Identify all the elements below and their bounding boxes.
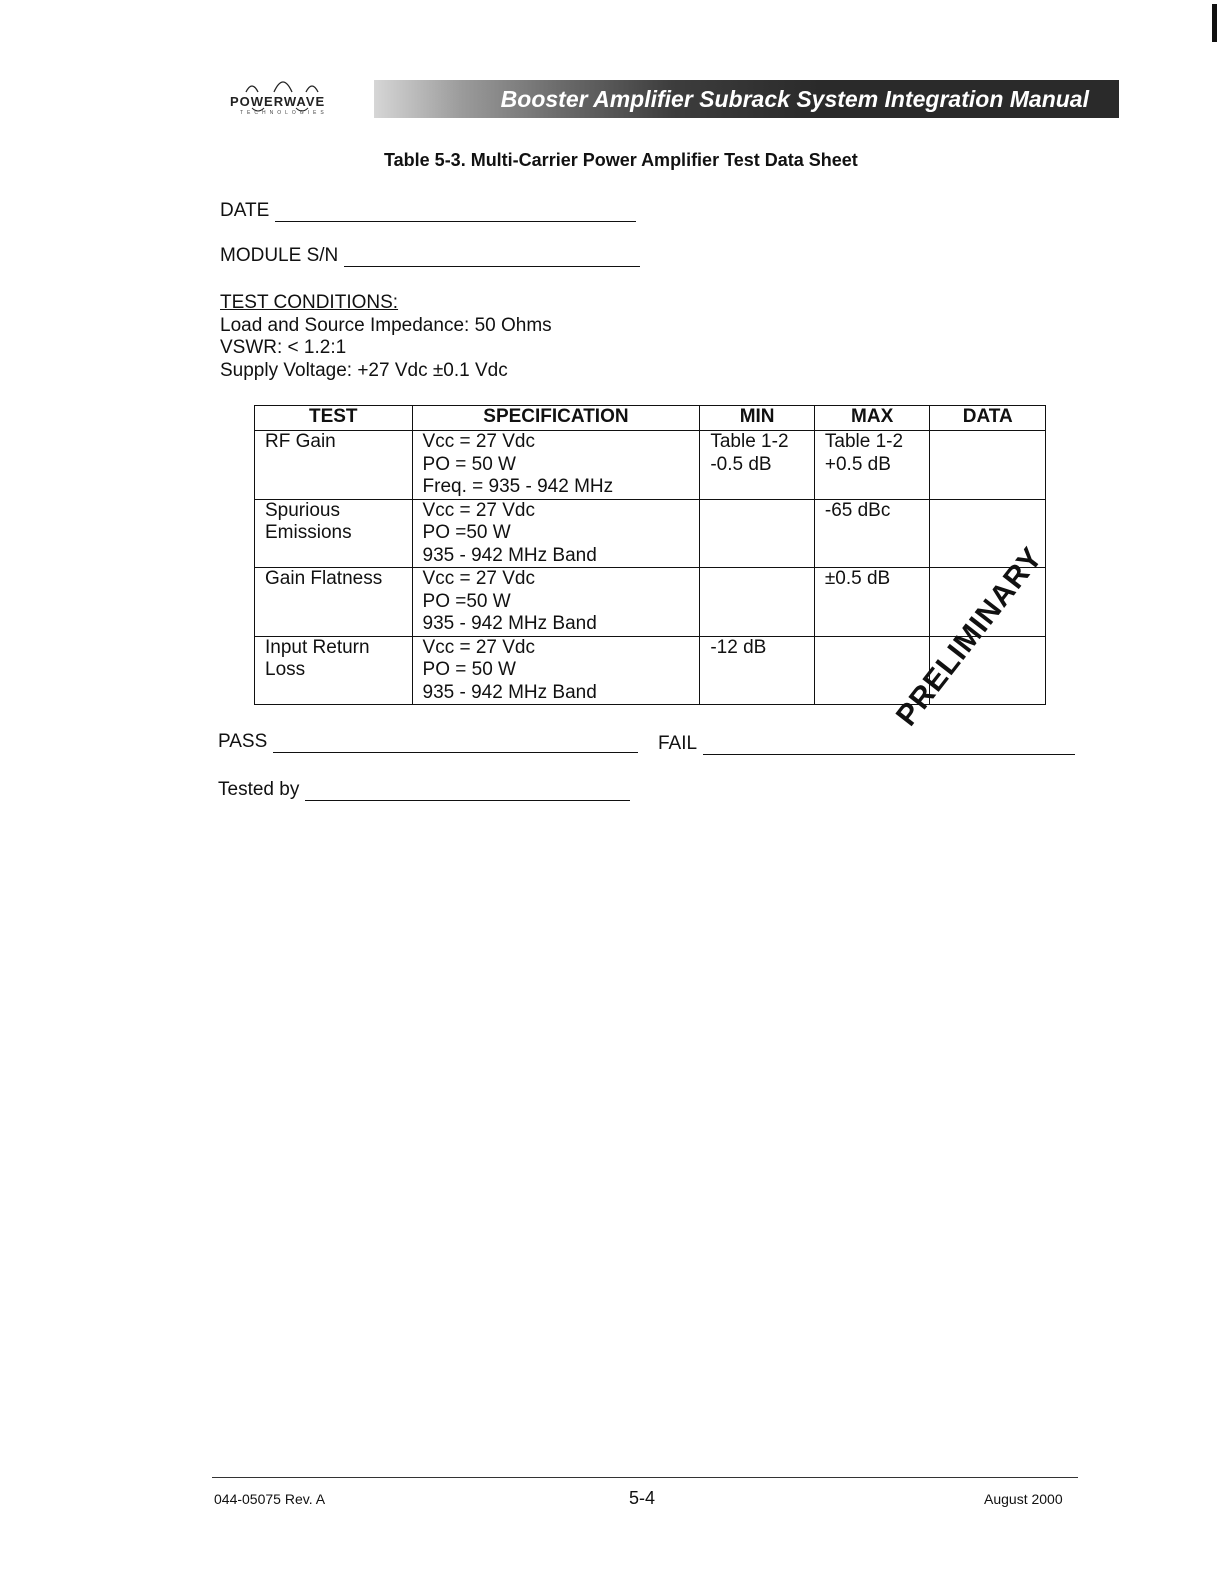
header-specification: SPECIFICATION <box>412 406 700 431</box>
cell-text: PO = 50 W <box>422 659 516 680</box>
fail-field <box>658 733 1075 755</box>
vswr-condition: VSWR: < 1.2:1 <box>220 337 347 358</box>
cell-text: Vcc = 27 Vdc <box>422 499 535 521</box>
tested-by-line[interactable] <box>305 780 630 801</box>
cell-test <box>255 568 413 637</box>
pass-label: PASS <box>218 731 268 752</box>
manual-header-bar <box>374 80 1119 118</box>
cell-text: 935 - 942 MHz Band <box>422 681 597 703</box>
cell-text: 935 - 942 MHz Band <box>422 613 597 634</box>
cell-max <box>814 431 930 500</box>
test-data-table <box>254 405 1046 705</box>
cell-spec <box>412 499 700 568</box>
cell-spec <box>412 568 700 637</box>
cell-text: RF Gain <box>265 431 336 452</box>
header-min: MIN <box>700 406 815 431</box>
cell-max <box>814 499 930 568</box>
cell-text: Vcc = 27 Vdc <box>422 568 535 589</box>
date-field <box>220 200 636 222</box>
preliminary-stamp: PRELIMINARY <box>889 541 1050 733</box>
cell-text: +0.5 dB <box>824 453 891 475</box>
fail-line[interactable] <box>703 734 1075 755</box>
cell-text: Table 1-2 <box>710 431 789 452</box>
module-sn-field <box>220 245 640 267</box>
footer-page-number: 5-4 <box>629 1488 656 1508</box>
header-test: TEST <box>255 406 413 431</box>
date-line[interactable] <box>275 201 636 222</box>
powerwave-logo <box>226 74 356 120</box>
cell-text: Table 1-2 <box>824 431 904 452</box>
impedance-condition: Load and Source Impedance: 50 Ohms <box>220 314 552 336</box>
fail-label: FAIL <box>658 733 698 754</box>
cell-text: Freq. = 935 - 942 MHz <box>422 476 614 497</box>
module-sn-line[interactable] <box>344 246 640 267</box>
test-conditions-heading: TEST CONDITIONS: <box>220 292 399 313</box>
cell-min <box>700 431 815 500</box>
header-data: DATA <box>930 406 1046 431</box>
cell-text: Loss <box>265 659 306 680</box>
cell-text: -65 dBc <box>824 499 891 521</box>
logo-name: POWERWAVE <box>230 94 326 109</box>
cell-min <box>700 636 815 705</box>
cell-text: Vcc = 27 Vdc <box>422 431 535 452</box>
cell-text: Gain Flatness <box>265 568 383 589</box>
logo-subtext: TECHNOLOGIES <box>240 110 328 116</box>
cell-spec <box>412 636 700 705</box>
header-max: MAX <box>814 406 930 431</box>
date-label: DATE <box>220 200 270 221</box>
cell-text: PO = 50 W <box>422 453 516 475</box>
pass-field <box>218 731 638 753</box>
cell-text: -12 dB <box>710 636 767 658</box>
table-row <box>255 499 1046 568</box>
pass-line[interactable] <box>273 732 638 753</box>
footer-doc-number: 044-05075 Rev. A <box>214 1491 326 1507</box>
cell-test <box>255 499 413 568</box>
test-conditions <box>220 292 552 382</box>
cell-max <box>814 568 930 637</box>
scan-edge-mark <box>1212 4 1217 42</box>
supply-condition: Supply Voltage: +27 Vdc ±0.1 Vdc <box>220 359 508 381</box>
cell-test <box>255 431 413 500</box>
footer-divider <box>212 1477 1078 1478</box>
tested-by-label: Tested by <box>218 779 300 800</box>
cell-text: PO =50 W <box>422 590 511 612</box>
table-caption: Table 5-3. Multi-Carrier Power Amplifier Test Data Sheet <box>384 150 858 170</box>
cell-text: Input Return <box>265 636 370 658</box>
cell-test <box>255 636 413 705</box>
cell-data[interactable] <box>930 431 1046 500</box>
footer-date: August 2000 <box>984 1491 1063 1507</box>
cell-min <box>700 568 815 637</box>
cell-min <box>700 499 815 568</box>
tested-by-field <box>218 779 630 801</box>
manual-title: Booster Amplifier Subrack System Integration Manual <box>500 86 1089 112</box>
table-header-row <box>255 406 1046 431</box>
cell-text: Emissions <box>265 522 352 543</box>
cell-text: 935 - 942 MHz Band <box>422 544 597 566</box>
cell-text: Vcc = 27 Vdc <box>422 636 535 658</box>
table-row <box>255 568 1046 637</box>
cell-text: -0.5 dB <box>710 453 772 475</box>
cell-text: Spurious <box>265 499 340 521</box>
cell-spec <box>412 431 700 500</box>
table-row <box>255 431 1046 500</box>
module-sn-label: MODULE S/N <box>220 245 339 266</box>
cell-text: ±0.5 dB <box>824 568 891 589</box>
cell-text: PO =50 W <box>422 522 511 543</box>
